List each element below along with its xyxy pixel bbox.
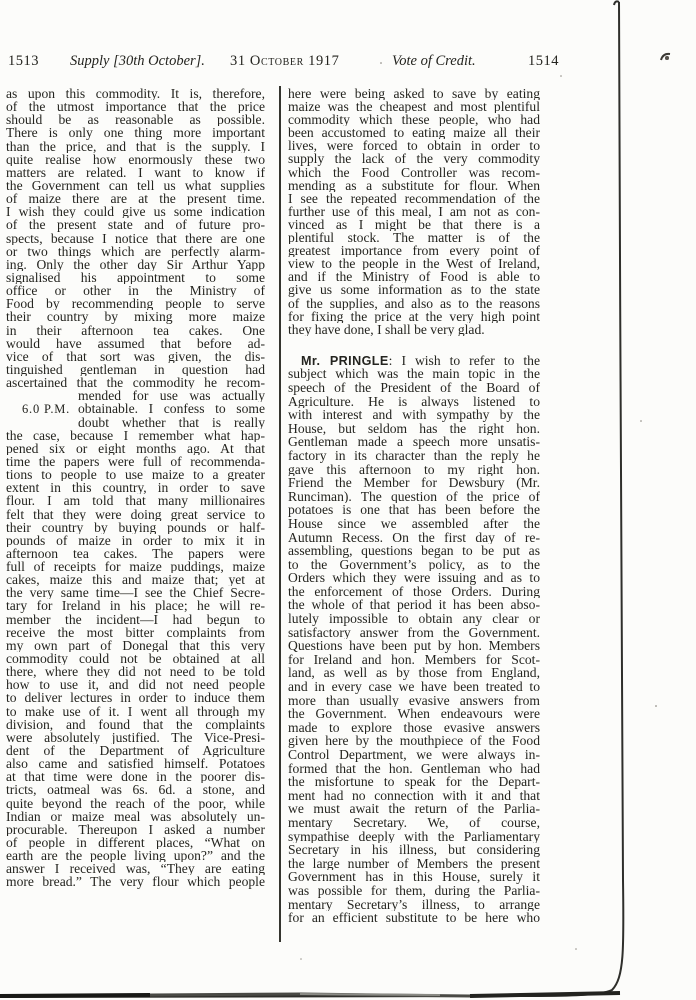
text-line: the case, because I remember what hap- xyxy=(6,428,265,442)
running-title-left: Supply [30th October]. xyxy=(70,53,205,69)
text-line: procurable. Thereupon I asked a number xyxy=(6,822,265,837)
text-line: tricts, oatmeal was 6s. 6d. a stone, and xyxy=(6,783,265,797)
text-line: time the papers were full of recommenda- xyxy=(6,454,265,469)
text-line: Autumn Recess. On the first day of re- xyxy=(288,530,540,545)
text-line: their country by buying pounds or half- xyxy=(6,520,265,534)
paragraph-continuation xyxy=(6,87,265,389)
text-line: of the utmost importance that the price xyxy=(6,100,265,114)
column-divider-rule xyxy=(279,86,281,942)
text-line: Secretary in his illness, but considering xyxy=(288,843,540,857)
text-line: for Ireland and hon. Members for Scot- xyxy=(288,652,540,667)
text-line: gave this afternoon to my right hon. xyxy=(288,462,540,477)
text-line: Indian or maize meal was absolutely un- xyxy=(6,809,265,823)
text-line: of people in different places, “What on xyxy=(6,836,265,850)
text-line: tary for Ireland in his place; he will re- xyxy=(6,599,265,613)
text-line: quite realise how enormously these two xyxy=(6,152,265,166)
text-line: the Government. When endeavours were xyxy=(288,707,540,721)
text-line: division, and found that the complaints xyxy=(6,717,265,731)
text-line: mentary Secretary’s illness, to arrange xyxy=(288,897,540,912)
text-line: and if the Ministry of Food is able to xyxy=(288,270,540,284)
paragraph-continuation xyxy=(288,87,540,323)
text-line: House, but seldom has the right hon. xyxy=(288,421,540,436)
text-line: I wish they could give us some indication xyxy=(6,205,265,219)
speech-first-line-text: : I wish to refer to the xyxy=(388,353,540,368)
text-line: vinced as I might be that there is a xyxy=(288,217,540,232)
column-number-right: 1514 xyxy=(528,53,559,69)
text-line: the Government can tell us what supplies xyxy=(6,178,265,193)
text-line: office or other in the Ministry of xyxy=(6,284,265,298)
text-line: were absolutely justified. The Vice-Presi- xyxy=(6,730,265,745)
speech-paragraph xyxy=(288,354,540,925)
text-line: speech of the President of the Board of xyxy=(288,380,540,395)
text-line: their country by mixing more maize xyxy=(6,310,265,324)
text-line: receive the most bitter complaints from xyxy=(6,625,265,639)
text-line: at that time were done in the poorer dis- xyxy=(6,770,265,784)
text-line: ing. Only the other day Sir Arthur Yapp xyxy=(6,257,265,271)
text-line: dent of the Department of Agriculture xyxy=(6,744,265,758)
text-line: commodity which these people, who had xyxy=(288,113,540,127)
paragraph-last-line: they have done, I shall be very glad. xyxy=(288,322,485,336)
text-line: ment had no connection with it and that xyxy=(288,788,540,803)
text-line: or two things which are perfectly alarm- xyxy=(6,244,265,258)
text-line: the misfortune to speak for the Depart- xyxy=(288,775,540,789)
text-line: subject which was the main topic in the xyxy=(288,367,540,381)
speech-body xyxy=(288,367,540,924)
text-line: Questions have been put by hon. Members xyxy=(288,639,540,653)
text-line: given here by the mouthpiece of the Food xyxy=(288,734,540,748)
text-line: we must await the return of the Parlia- xyxy=(288,802,540,816)
text-line: to make use of it. I went all through my xyxy=(6,704,265,718)
text-line: plentiful stock. The matter is of the xyxy=(288,231,540,245)
text-line: potatoes is one that has been before the xyxy=(288,503,540,517)
text-line: maize was the cheapest and most plentiful xyxy=(288,100,540,114)
scan-noise xyxy=(0,0,2,2)
text-line: to the Government’s policy, as to the xyxy=(288,557,540,572)
text-line: signalised his appointment to some xyxy=(6,270,265,285)
text-line: made to explore those evasive answers xyxy=(288,720,540,735)
text-line: as upon this commodity. It is, therefore, xyxy=(6,87,265,101)
text-line: spects, because I notice that there are one xyxy=(6,231,265,245)
text-line: been accustomed to eating maize all their xyxy=(288,126,540,140)
left-column xyxy=(6,87,265,889)
text-line: lives, were forced to obtain in order to xyxy=(288,139,540,153)
text-line: assembling, questions began to be put as xyxy=(288,544,540,558)
text-line: the large number of Members the present xyxy=(288,856,540,871)
text-line: would have assumed that before ad- xyxy=(6,336,265,350)
text-line: satisfactory answer from the Government. xyxy=(288,625,540,640)
text-line: earth are the people living upon?” and the xyxy=(6,849,265,863)
text-line: full of receipts for maize puddings, maize xyxy=(6,560,265,574)
text-line: mentary Secretary. We, of course, xyxy=(288,815,540,830)
timestamp-indented-text xyxy=(78,389,265,428)
text-line: flour. I am told that many millionaires xyxy=(6,494,265,508)
text-line: Control Department, we were always in- xyxy=(288,748,540,762)
header-date: 31 October 1917 xyxy=(230,53,340,69)
text-line: ascertained that the commodity he recom- xyxy=(6,376,265,390)
text-line: which the Food Controller was recom- xyxy=(288,165,540,179)
text-line: vice of that sort was given, the dis- xyxy=(6,349,265,363)
text-line: how to use it, and did not need people xyxy=(6,678,265,692)
paragraph-continuation-2 xyxy=(6,429,265,889)
sitting-time: 6.0 P.M. xyxy=(22,402,71,417)
text-line: Government has in this House, surely it xyxy=(288,870,540,884)
text-line: extent in this country, in order to save xyxy=(6,481,265,495)
text-line: Friend the Member for Dewsbury (Mr. xyxy=(288,476,540,490)
text-line: here were being asked to save by eating xyxy=(288,87,540,101)
text-line: supply the lack of the very commodity xyxy=(288,152,540,166)
text-line: doubt whether that is really xyxy=(78,415,265,429)
text-line: of the present state and of future pro- xyxy=(6,218,265,232)
text-line: more bread.” The very flour which people xyxy=(6,875,265,889)
text-line: give us some information as to the state xyxy=(288,283,540,297)
text-line: to deliver lectures in order to induce them xyxy=(6,691,265,705)
text-line: of the supplies, and also as to the reasons xyxy=(288,296,540,310)
text-line: answer I received was, “They are eating xyxy=(6,862,265,876)
text-line: matters are related. I want to know if xyxy=(6,165,265,179)
timestamp-block xyxy=(6,389,265,428)
text-line: Food by recommending people to serve xyxy=(6,297,265,311)
text-line: I see the repeated recommendation of the xyxy=(288,191,540,205)
text-line: mended for use was actually xyxy=(78,389,265,403)
text-line: for an efficient substitute to be here who xyxy=(288,911,540,925)
text-line: also came and satisfied himself. Potatoes xyxy=(6,757,265,771)
text-line: than the price, and that is the supply. I xyxy=(6,139,265,153)
column-number-left: 1513 xyxy=(8,53,39,69)
text-line: for fixing the price at the very high point xyxy=(288,309,540,323)
text-line: afternoon tea cakes. The papers were xyxy=(6,546,265,561)
text-line: land, as well as by those from England, xyxy=(288,666,540,681)
text-line: lutely impossible to obtain any clear or xyxy=(288,612,540,626)
text-line: of maize there are at the present time. xyxy=(6,192,265,206)
text-line: felt that they were doing great service to xyxy=(6,507,265,521)
text-line: pounds of maize in order to mix it in xyxy=(6,533,265,547)
text-line: should be as reasonable as possible. xyxy=(6,113,265,127)
speech-first-line xyxy=(288,354,540,368)
text-line: Orders which they were issuing and as to xyxy=(288,571,540,585)
running-title-right: Vote of Credit. xyxy=(392,53,476,69)
right-column xyxy=(288,87,540,925)
text-line: the very same time—I see the Chief Secre- xyxy=(6,586,265,600)
text-line: sympathise deeply with the Parliamentary xyxy=(288,829,540,844)
speaker-name: Mr. PRINGLE xyxy=(301,353,389,368)
text-line: House since we assembled after the xyxy=(288,516,540,531)
text-line: obtainable. I confess to some xyxy=(78,402,265,416)
text-line: cakes, maize this and maize that; yet at xyxy=(6,573,265,587)
text-line: was possible for them, during the Parlia- xyxy=(288,883,540,898)
text-line: with interest and with sympathy by the xyxy=(288,408,540,422)
text-line: tions to people to use maize to a greater xyxy=(6,468,265,482)
text-line: member the incident—I had begun to xyxy=(6,612,265,626)
text-line: there, where they did not need to be told xyxy=(6,665,265,679)
text-line: There is only one thing more important xyxy=(6,126,265,140)
text-line: Runciman). The question of the price of xyxy=(288,489,540,504)
text-line: in their afternoon tea cakes. One xyxy=(6,323,265,337)
text-line: and in every case we have been treated to xyxy=(288,680,540,694)
text-line: tinguished gentleman in question had xyxy=(6,362,265,377)
text-line: Gentleman made a speech more unsatis- xyxy=(288,435,540,449)
text-line: the enforcement of those Orders. During xyxy=(288,584,540,599)
text-line: mending as a substitute for flour. When xyxy=(288,178,540,192)
text-line: commodity could not be obtained at all xyxy=(6,652,265,666)
text-line: pened six or eight months ago. At that xyxy=(6,441,265,455)
text-line: view to the people in the West of Ireland, xyxy=(288,257,540,271)
text-line: further use of this meal, I am not as con- xyxy=(288,204,540,218)
text-line: more than usually evasive answers from xyxy=(288,693,540,708)
text-line: Agriculture. He is always listened to xyxy=(288,394,540,409)
text-line: quite beyond the reach of the poor, while xyxy=(6,796,265,810)
text-line: formed that the hon. Gentleman who had xyxy=(288,761,540,776)
text-line: factory in its character than the reply he xyxy=(288,448,540,463)
text-line: my own part of Donegal that this very xyxy=(6,638,265,653)
text-line: greatest importance from every point of xyxy=(288,244,540,258)
text-line: the whole of that period it has been abso- xyxy=(288,598,540,613)
